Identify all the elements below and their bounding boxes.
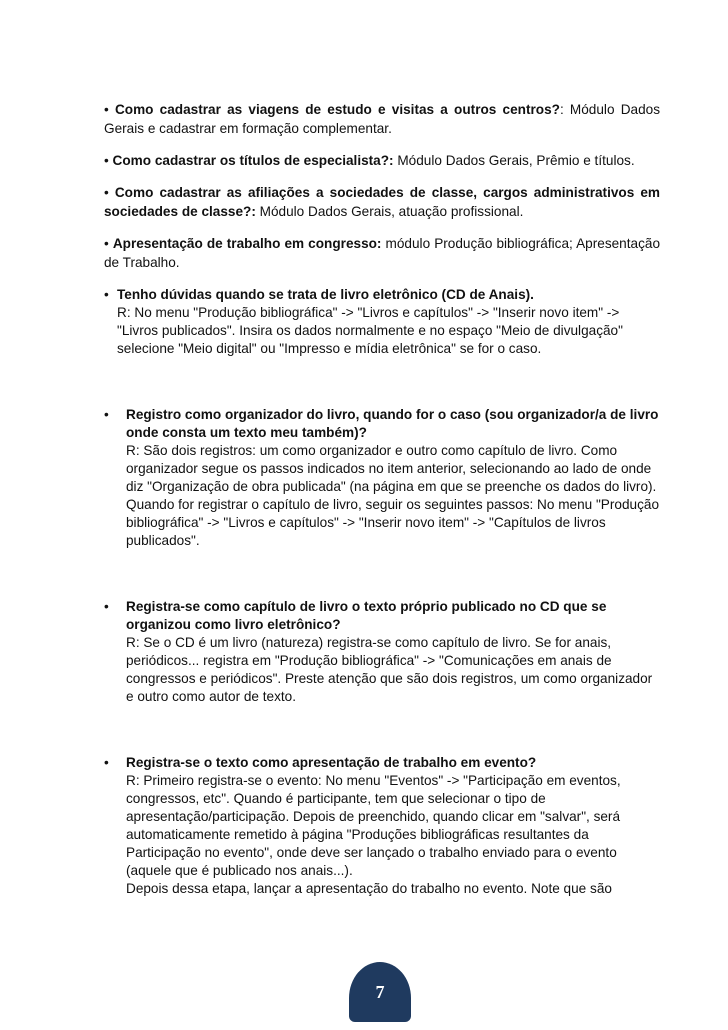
answer-text: módulo Produção bibliográfica; Apresentação de Trabalho.	[104, 236, 661, 270]
bullet: •	[104, 599, 109, 614]
intro-item-congresso: • Apresentação de trabalho em congresso: módulo Produção bibliográfica; Apresentação de Trabalho.	[104, 236, 661, 270]
bullet: •	[104, 755, 109, 770]
faq-item-capitulo-cd	[104, 598, 660, 706]
answer-text-continued: Quando for registrar o capítulo de livro, seguir os seguintes passos: No menu "Produção bibliográfica" -> "Livros e capítulos" -> "Inserir novo item" -> "Capítulos de livros publicados".	[126, 497, 660, 548]
answer-text: Módulo Dados Gerais, atuação profissional.	[255, 204, 524, 219]
question-text: Registra-se como capítulo de livro o texto próprio publicado no CD que se organizou como livro eletrônico?	[126, 599, 607, 632]
faq-item-livro-eletronico	[104, 286, 660, 358]
document-body	[104, 100, 660, 898]
answer-text: R: Se o CD é um livro (natureza) registra-se como capítulo de livro. Se for anais, periódicos... registra em "Produção bibliográfica" -> "Comunicações em anais de congressos e periódicos". Preste atenção que são dois registros, um como organizador e outro como autor de texto.	[126, 635, 653, 704]
answer-text: R: No menu "Produção bibliográfica" -> "Livros e capítulos" -> "Inserir novo item" -> "Livros publicados". Insira os dados normalmente e no espaço "Meio de divulgação" selecione "Meio digital" ou "Impresso e mídia eletrônica" se for o caso.	[117, 305, 623, 356]
faq-item-apresentacao-evento	[104, 754, 660, 898]
faq-item-organizador	[104, 406, 660, 550]
intro-item-afiliacoes: • Como cadastrar as afiliações a sociedades de classe, cargos administrativos em sociedades de classe?: Módulo Dados Gerais, atuação profissional.	[104, 185, 660, 219]
page-number-badge	[349, 962, 411, 1022]
answer-text: R: São dois registros: um como organizador e outro como capítulo de livro. Como organizador segue os passos indicados no item anterior, selecionando ao lado de onde diz "Organização de obra publicada" (na página em que se preenche os dados do livro).	[126, 443, 657, 494]
question-text: Como cadastrar as viagens de estudo e visitas a outros centros?	[114, 102, 560, 117]
bullet: •	[104, 287, 109, 302]
answer-text: R: Primeiro registra-se o evento: No menu "Eventos" -> "Participação em eventos, congressos, etc". Quando é participante, tem que selecionar o tipo de apresentação/participação. Depois de preenchido, quando clicar em "salvar", será automaticamente remetido à página "Produções bibliográficas resultantes da Participação no evento", onde deve ser lançado o trabalho enviado para o evento (aquele que é publicado nos anais...).	[126, 773, 621, 878]
intro-item-viagens: • Como cadastrar as viagens de estudo e visitas a outros centros?: Módulo Dados Gerais e cadastrar em formação complementar.	[104, 102, 660, 136]
question-text: Como cadastrar as afiliações a sociedades de classe, cargos administrativos em sociedades de classe?:	[104, 185, 660, 219]
answer-text-continued: Depois dessa etapa, lançar a apresentação do trabalho no evento. Note que são	[126, 881, 612, 896]
page-number: 7	[375, 981, 385, 1002]
question-text: Apresentação de trabalho em congresso:	[112, 236, 382, 251]
answer-text: : Módulo Dados Gerais e cadastrar em formação complementar.	[104, 102, 660, 136]
question-text: Tenho dúvidas quando se trata de livro eletrônico (CD de Anais).	[117, 287, 534, 302]
intro-item-titulos: • Como cadastrar os títulos de especialista?: Módulo Dados Gerais, Prêmio e títulos.	[104, 153, 635, 168]
answer-text: Módulo Dados Gerais, Prêmio e títulos.	[393, 153, 635, 168]
question-text: Registra-se o texto como apresentação de trabalho em evento?	[126, 755, 537, 770]
bullet: •	[104, 407, 109, 422]
question-text: Registro como organizador do livro, quando for o caso (sou organizador/a de livro onde consta um texto meu também)?	[126, 407, 659, 440]
question-text: Como cadastrar os títulos de especialista?:	[112, 153, 394, 168]
